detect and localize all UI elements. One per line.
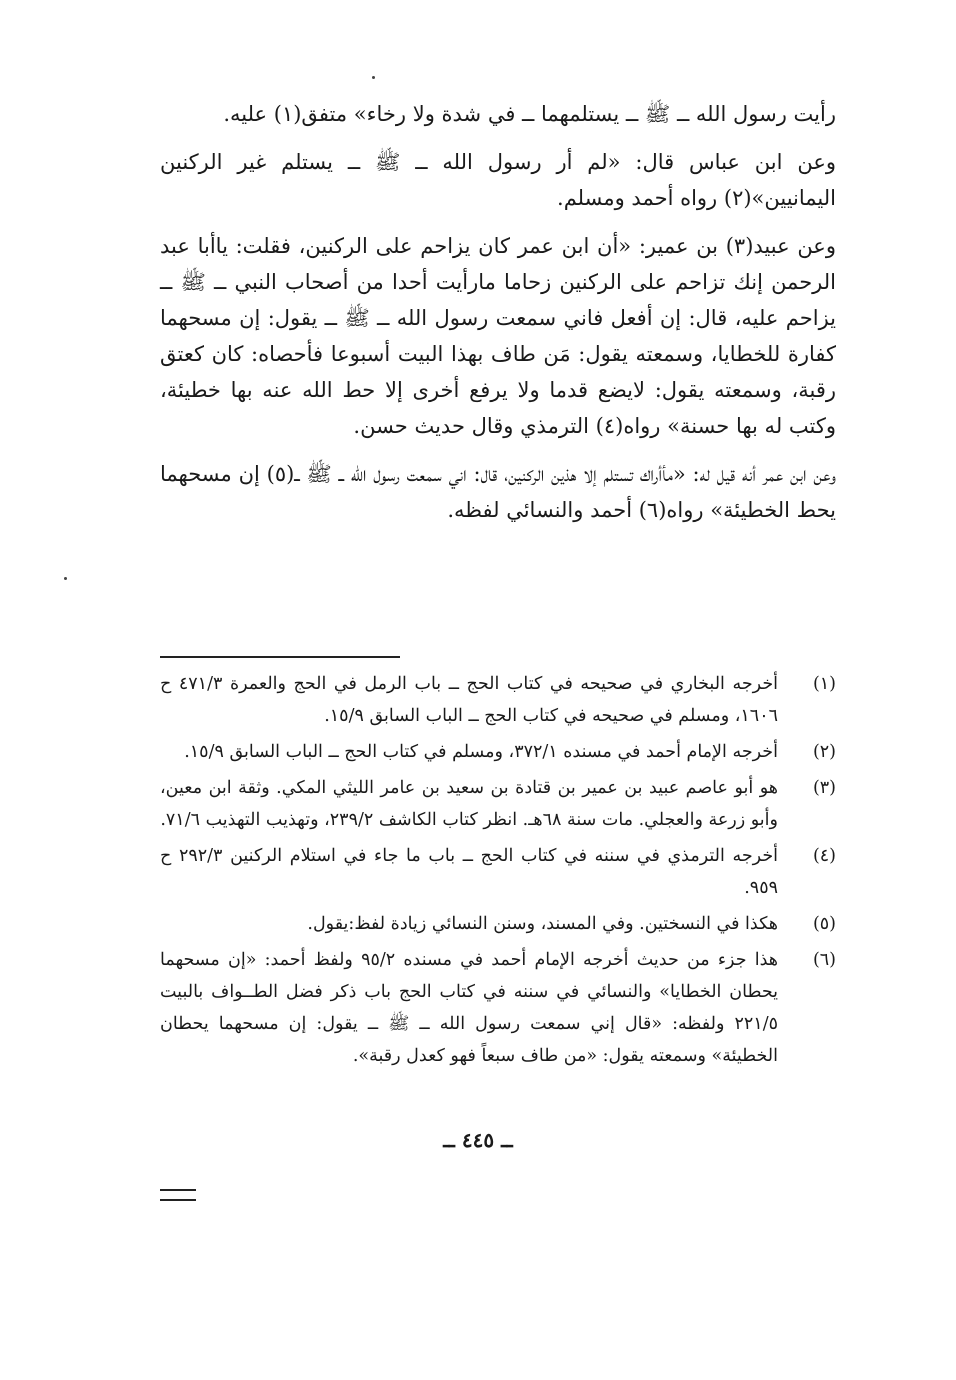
footnote-number: (٣) [812,778,836,798]
footnote-text: هو أبو عاصم عبيد بن عمير بن قتادة بن سعيد بن عامر الليثي المكي. وثقة ابن معين، وأبو زرعة والعجلي. مات سنة ٦٨هـ. انظر كتاب الكاشف ٢٣٩/٢، وتهذيب التهذيب ٧١/٦. [160,778,778,830]
footnote-3 [160,772,836,836]
paragraph-1: رأيت رسول الله ــ ﷺ ــ يستلمهما ــ في شدة ولا رخاء» متفق(١) عليه. [223,102,836,126]
paragraph-4: وعن ابن عمر أنه قيل له: «مأأراك تستلم إلا هذين الركنين، قال: اني سمعت رسول الله ــ ﷺ ــ(٥) إن مسحهما يحط الخطيئة» رواه(٦) أحمد والنسائي لفظه. [160,462,836,522]
footnote-separator [160,656,400,658]
end-of-notes-mark [160,1189,196,1201]
footnote-text: أخرجه الترمذي في سننه في كتاب الحج ــ باب ما جاء في استلام الركنين ٢٩٢/٣ ح ٩٥٩. [160,846,779,898]
page-body [160,96,836,1066]
footnote-number: (١) [812,674,836,694]
footnote-number: (٢) [812,742,836,762]
footnote-text: أخرجه الإمام أحمد في مسنده ٣٧٢/١، ومسلم في كتاب الحج ــ الباب السابق ١٥/٩. [184,742,778,762]
footnotes [160,668,836,1076]
paragraph-3: وعن عبيد(٣) بن عمير: «أن ابن عمر كان يزاحم على الركنين، فقلت: ياأبا عبد الرحمن إنك تزاحم على الركنين زحاما مارأيت أحدا من أصحاب النبي ــ ﷺ ــ يزاحم عليه، قال: إن أفعل فاني سمعت رسول الله ــ ﷺ ــ يقول: إن مسحهما كفارة للخطايا، وسمعته يقول: مَن طاف بهذا البيت أسبوعا فأحصاه: كان كعتق رقبة، وسمعته يقول: لايضع قدما ولا يرفع أخرى إلا حط الله عنه بها خطيئة، وكتب له بها حسنة» رواه(٤) الترمذي وقال حديث حسن. [160,234,836,438]
footnote-1 [160,668,836,732]
footnote-number: (٦) [812,950,836,970]
footnote-number: (٥) [812,914,836,934]
footnote-6 [160,944,836,1072]
footnote-2 [160,736,836,768]
footnote-text: هذا جزء من حديث أخرجه الإمام أحمد في مسنده ٩٥/٢ ولفظ أحمد: «إن مسحهما يحطان الخطايا» والنسائي في سننه في كتاب الحج باب ذكر فضل الطــواف بالبيت ٢٢١/٥ ولفظه: «قال إني سمعت رسول الله ــ ﷺ ــ يقول: إن مسحهما يحطان الخطيئة» وسمعته يقول: «من طاف سبعاً فهو كعدل رقبة». [160,950,778,1066]
footnote-text: أخرجه البخاري في صحيحه في كتاب الحج ــ باب الرمل في الحج والعمرة ٤٧١/٣ ح ١٦٠٦، ومسلم في صحيحه في كتاب الحج ــ الباب السابق ١٥/٩. [160,674,778,726]
scan-speck [372,76,375,79]
footnote-4 [160,840,836,904]
paragraph-2: وعن ابن عباس قال: «لم أر رسول الله ــ ﷺ ــ يستلم غير الركنين اليمانيين»(٢) رواه أحمد ومسلم. [160,150,836,210]
page-number: ــ ٤٤٥ ــ [443,1128,513,1152]
scan-speck [64,577,67,580]
footnote-text: هكذا في النسختين. وفي المسند، وسنن النسائي زيادة لفظ:يقول. [307,914,778,934]
footnote-5 [160,908,836,940]
footnote-number: (٤) [812,846,836,866]
